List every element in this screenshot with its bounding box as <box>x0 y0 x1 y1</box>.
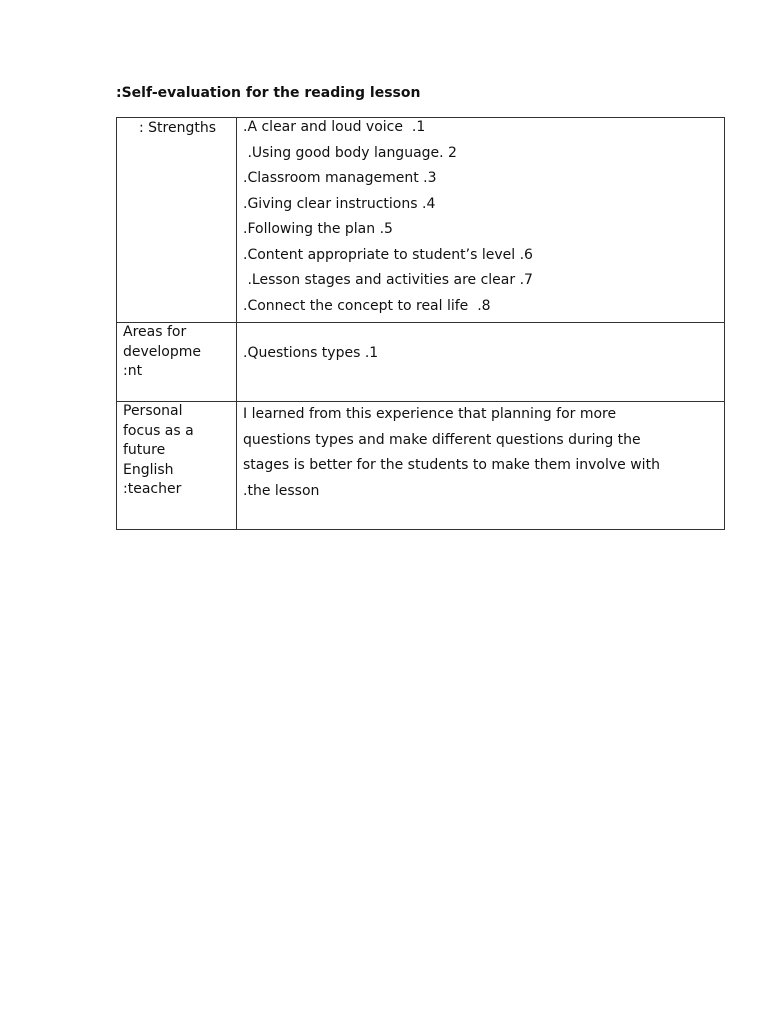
self-evaluation-table <box>116 117 725 530</box>
focus-label <box>117 402 237 530</box>
strengths-list <box>243 118 720 322</box>
areas-label-line: developme <box>123 343 201 360</box>
focus-label-line: :teacher <box>123 481 182 497</box>
focus-text-line: stages is better for the students to make them involve with <box>243 457 660 473</box>
areas-label <box>117 323 237 402</box>
focus-label-line: future <box>123 442 166 458</box>
table-row-focus <box>117 402 725 530</box>
focus-label-line: focus as a <box>123 422 194 439</box>
focus-content <box>237 402 725 530</box>
areas-content <box>237 323 725 402</box>
list-item: .Classroom management .3 <box>243 170 437 186</box>
list-item: .Connect the concept to real life .8 <box>243 297 491 314</box>
table-row-strengths <box>117 118 725 323</box>
list-item: .Following the plan .5 <box>243 221 393 237</box>
strengths-label: : Strengths <box>117 118 237 323</box>
list-item: .Giving clear instructions .4 <box>243 195 436 212</box>
list-item: .Questions types .1 <box>243 345 379 361</box>
list-item: .Lesson stages and activities are clear .7 <box>243 272 533 288</box>
focus-label-line: Personal <box>123 403 183 419</box>
strengths-content <box>237 118 725 323</box>
focus-text-line: .the lesson <box>243 482 320 499</box>
focus-label-line: English <box>123 461 174 478</box>
areas-label-line: Areas for <box>123 324 187 340</box>
areas-label-line: :nt <box>123 363 143 379</box>
list-item: .Content appropriate to student’s level .6 <box>243 246 533 263</box>
focus-text-line: questions types and make different questions during the <box>243 431 641 448</box>
list-item: .Using good body language. 2 <box>243 144 457 161</box>
focus-paragraph <box>243 402 720 504</box>
page-title: :Self-evaluation for the reading lesson <box>116 85 421 101</box>
table-row-areas <box>117 323 725 402</box>
list-item: .A clear and loud voice .1 <box>243 119 426 135</box>
focus-text-line: I learned from this experience that planning for more <box>243 406 617 422</box>
